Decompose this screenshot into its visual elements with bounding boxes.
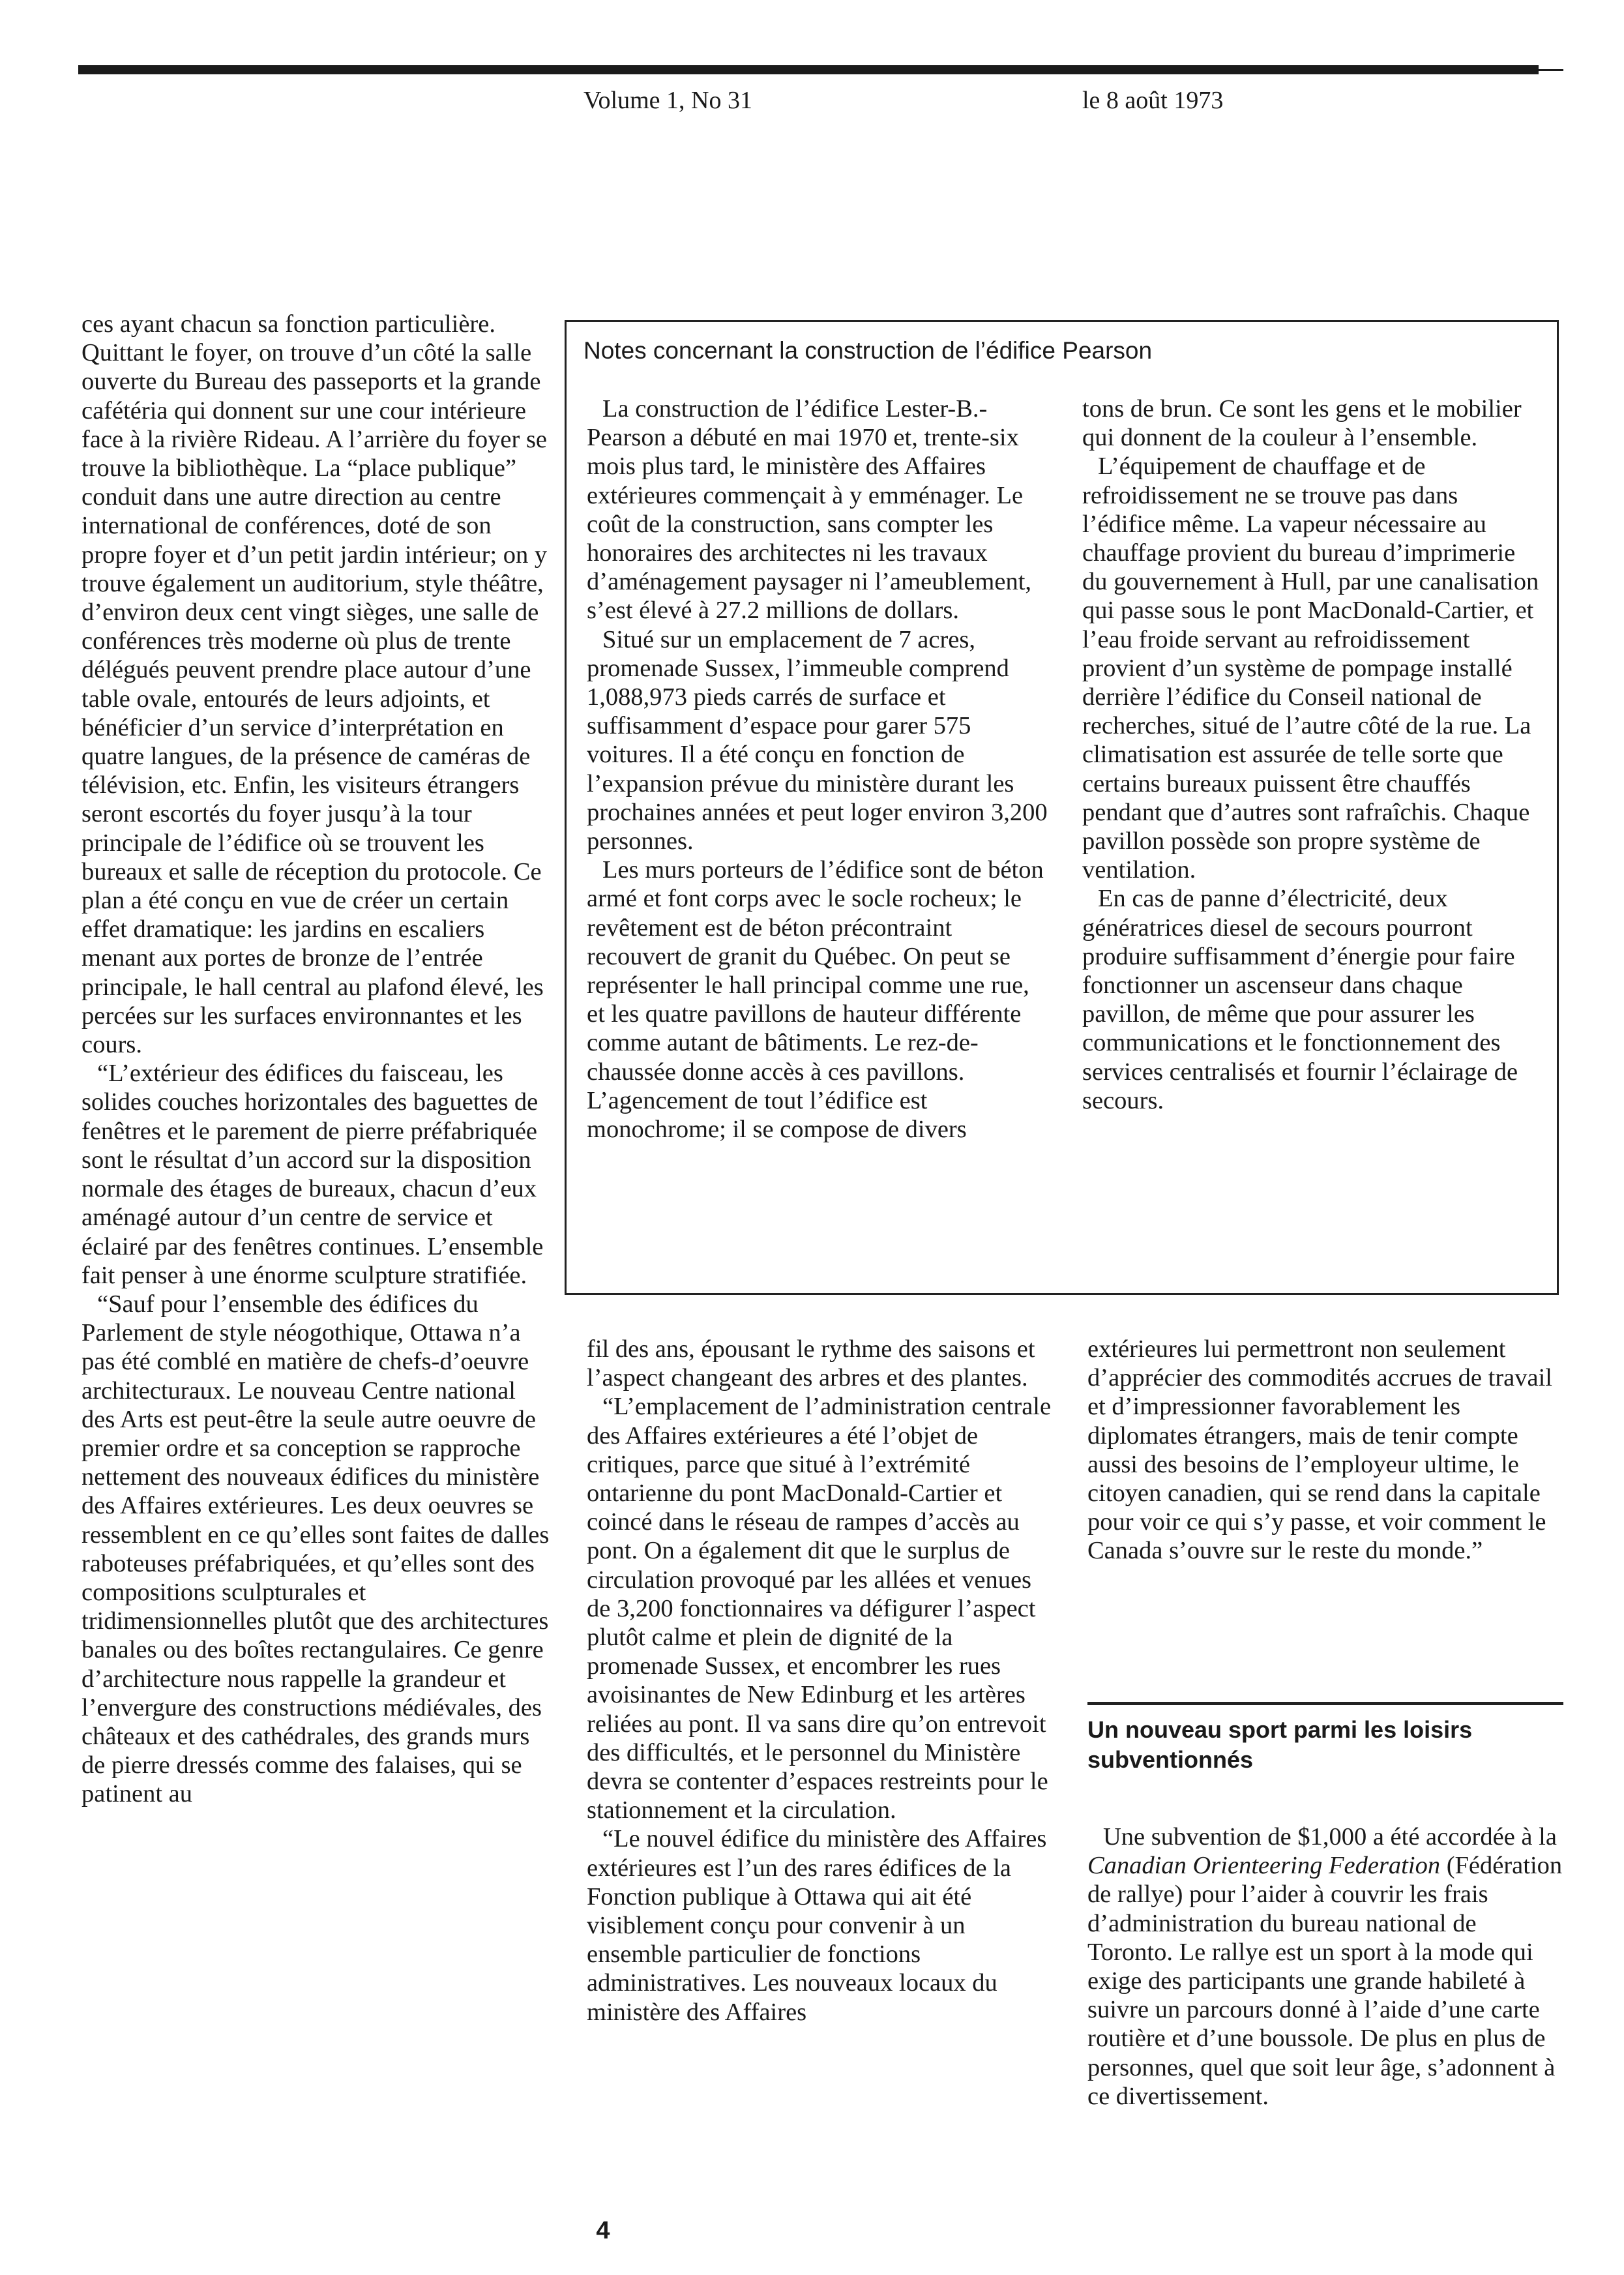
paragraph: extérieures lui permettront non seulement d’apprécier des commodités accrues de travail et d’impressionner favorablement les diplomates étrangers, mais de tenir compte aussi des besoins de l’employeur ultime, le citoyen canadien, qui se rend dans la capitale pour voir ce qui s’y passe, et voir comment le Canada s’ouvre sur le reste du monde.” <box>1087 1335 1552 1565</box>
sidebar-column-right <box>1082 394 1545 1115</box>
paragraph: La construction de l’édifice Lester-B.-Pearson a débuté en mai 1970 et, trente-six mois plus tard, le ministère des Affaires extérieures commençait à y emménager. Le coût de la construction, sans compter les honoraires des architectes ni les travaux d’aménagement paysager ni l’ameublement, s’est élevé à 27.2 millions de dollars. <box>587 395 1032 625</box>
paragraph: “L’emplacement de l’administration centrale des Affaires extérieures a été l’objet de critiques, parce que situé à l’extrémité ontarienne du pont MacDonald-Cartier et coincé dans le réseau de rampes d’accès au pont. On a également dit que le surplus de circulation provoqué par les allées et venues de 3,200 fonctionnaires va défigurer l’aspect plutôt calme et plein de dignité de la promenade Sussex, et encombrer les rues avoisinantes de New Edinburg et les artères reliées au pont. Il va sans dire qu’on entrevoit des difficultés, et le personnel du Ministère devra se contenter d’espaces restreints pour le stationnement et la circulation. <box>587 1393 1052 1824</box>
paragraph: tons de brun. Ce sont les gens et le mobilier qui donnent de la couleur à l’ensemble. <box>1082 395 1522 452</box>
paragraph: “Sauf pour l’ensemble des édifices du Parlement de style néogothique, Ottawa n’a pas été comblé en matière de chefs-d’oeuvre architecturaux. Le nouveau Centre national des Arts est peut-être la seule autre oeuvre de premier ordre et sa conception se rapproche nettement des nouveaux édifices du ministère des Affaires extérieures. Les deux oeuvres se ressemblent en ce qu’elles sont faites de dalles raboteuses préfabriquées, et qu’elles sont des compositions sculpturales et tridimensionnelles plutôt que des architectures banales ou des boîtes rectangulaires. Ce genre d’architecture nous rappelle la grandeur et l’envergure des constructions médiévales, des châteaux et des cathédrales, des grands murs de pierre dressés comme des falaises, qui se patinent au <box>81 1290 550 1808</box>
paragraph: En cas de panne d’électricité, deux génératrices diesel de secours pourront produire suffisamment d’énergie pour faire fonctionner un ascenseur dans chaque pavillon, de même que pour assurer les communications et le fonctionnement des services centralisés et fournir l’éclairage de secours. <box>1082 885 1518 1114</box>
column-1 <box>81 310 554 1809</box>
paragraph: ces ayant chacun sa fonction particulière. Quittant le foyer, on trouve d’un côté la salle ouverte du Bureau des passeports et la grande cafétéria qui donnent sur une cour intérieure face à la rivière Rideau. A l’arrière du foyer se trouve la bibliothèque. La “place publique” conduit dans une autre direction au centre international de conférences, doté de son propre foyer et d’un petit jardin intérieur; on y trouve également un auditorium, style théâtre, d’environ deux cent vingt sièges, une salle de conférences très moderne où plus de trente délégués peuvent prendre place autour d’une table ovale, entourés de leurs adjoints, et bénéficier d’un service d’interprétation en quatre langues, de la présence de caméras de télévision, etc. Enfin, les visiteurs étrangers seront escortés du foyer jusqu’à la tour principale de l’édifice où se trouvent les bureaux et salle de réception du protocole. Ce plan a été conçu en vue de créer un certain effet dramatique: les jardins en escaliers menant aux portes de bronze de l’entrée principale, le hall central au plafond élevé, les percées sur les surfaces environnantes et les cours. <box>81 310 548 1059</box>
paragraph: “L’extérieur des édifices du faisceau, les solides couches horizontales des baguettes de fenêtres et le parement de pierre préfabriquée sont le résultat d’un accord sur la disposition normale des étages de bureaux, chacun d’eux aménagé autour d’un centre de service et éclairé par des fenêtres continues. L’ensemble fait penser à une énorme sculpture stratifiée. <box>81 1060 544 1289</box>
paragraph: L’équipement de chauffage et de refroidissement ne se trouve pas dans l’édifice même. La vapeur nécessaire au chauffage provient du bureau d’imprimerie du gouvernement à Hull, par une canalisation qui passe sous le pont MacDonald-Cartier, et l’eau froide servant au refroidissement provient d’un système de pompage installé derrière l’édifice du Conseil national de recherches, situé de l’autre côté de la rue. La climatisation est assurée de telle sorte que certains bureaux puissent être chauffés pendant que d’autres sont rafraîchis. Chaque pavillon possède son propre système de ventilation. <box>1082 453 1539 884</box>
column-3-lower <box>1087 1335 1563 1566</box>
article-intro: Une subvention de $1,000 a été accordée à la <box>1103 1823 1557 1851</box>
issue-date: le 8 août 1973 <box>1082 87 1224 114</box>
organization-name: Canadian Orienteering Federation <box>1087 1852 1441 1880</box>
article-body <box>1087 1822 1563 2111</box>
paragraph: “Le nouvel édifice du ministère des Affaires extérieures est l’un des rares édifices de la Fonction publique à Ottawa qui ait été visiblement conçu pour convenir à un ensemble particulier de fonctions administratives. Les nouveaux locaux du ministère des Affaires <box>587 1825 1047 2026</box>
volume-number: Volume 1, No 31 <box>583 87 752 114</box>
paragraph: Les murs porteurs de l’édifice sont de béton armé et font corps avec le socle rocheux; le revêtement est de béton précontraint recouvert de granit du Québec. On peut se représenter le hall principal comme une rue, et les quatre pavillons de hauteur différente comme autant de bâtiments. Le rez-de-chaussée donne accès à ces pavillons. L’agencement de tout l’édifice est monochrome; il se compose de divers <box>587 856 1044 1144</box>
paragraph: Situé sur un emplacement de 7 acres, promenade Sussex, l’immeuble comprend 1,088,973 pieds carrés de surface et suffisamment d’espace pour garer 575 voitures. Il a été conçu en fonction de l’expansion prévue du ministère durant les prochaines années et peut loger environ 3,200 personnes. <box>587 625 1048 855</box>
header-rule <box>78 65 1539 74</box>
sidebar-column-left <box>587 394 1050 1144</box>
article-headline: Un nouveau sport parmi les loisirs subventionnés <box>1087 1716 1473 1773</box>
paragraph <box>1087 1822 1563 2111</box>
sidebar-title: Notes concernant la construction de l’édifice Pearson <box>583 337 1153 364</box>
article-text: (Fédération de rallye) pour l’aider à couvrir les frais d’administration du bureau national de Toronto. Le rallye est un sport à la mode qui exige des participants une grande habileté à suivre un parcours donné à l’aide d’une carte routière et d’une boussole. De plus en plus de personnes, quel que soit leur âge, s’adonnent à ce divertissement. <box>1087 1852 1563 2110</box>
header-rule-tail <box>1539 69 1563 71</box>
page-number: 4 <box>596 2217 610 2244</box>
column-2-lower <box>587 1335 1056 2027</box>
article-separator-rule <box>1087 1702 1563 1705</box>
paragraph: fil des ans, épousant le rythme des saisons et l’aspect changeant des arbres et des plantes. <box>587 1335 1035 1392</box>
